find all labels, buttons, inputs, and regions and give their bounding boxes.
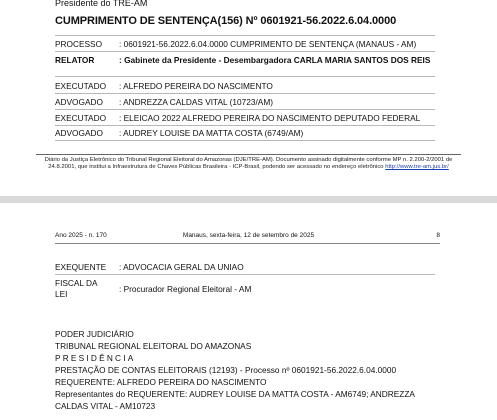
- row-divider: [55, 93, 435, 94]
- party-label: RELATOR: [55, 55, 95, 65]
- row-divider: [55, 51, 435, 52]
- case-title: CUMPRIMENTO DE SENTENÇA(156) Nº 0601921-56.2022.6.04.0000: [55, 15, 397, 27]
- row-divider: [55, 274, 435, 275]
- row-divider: [55, 35, 435, 36]
- body-line: TRIBUNAL REGIONAL ELEITORAL DO AMAZONAS: [55, 341, 252, 351]
- party-label: ADVOGADO: [55, 97, 103, 107]
- party-value: : 0601921-56.2022.6.04.0000 CUMPRIMENTO DE SENTENÇA (MANAUS - AM): [119, 39, 417, 49]
- party-value: : ADVOCACIA GERAL DA UNIAO: [119, 262, 244, 272]
- party-label: EXEQUENTE: [55, 262, 107, 272]
- footer-divider: [36, 154, 461, 155]
- body-line: REQUERENTE: ALFREDO PEREIRA DO NASCIMENTO: [55, 377, 267, 387]
- top-page: [0, 0, 497, 196]
- party-label: EXECUTADO: [55, 81, 107, 91]
- footer-text: Diário da Justiça Eletrônico do Tribunal Regional Eleitoral do Amazonas (DJE/TRE-AM). Documento assinado digitalmente conforme MP n. 2.200-2/2001 de 24.8.2001, que institui a Infraestrutura de Chaves Públicas Brasileira - ICP-Brasil, podendo ser acessado no endereço eletrônico: [44, 157, 453, 171]
- body-line: Representantes do REQUERENTE: AUDREY LOUISE DA MATTA COSTA - AM6749; ANDREZZA: [55, 389, 415, 399]
- party-label: PROCESSO: [55, 39, 103, 49]
- body-line: CALDAS VITAL - AM10723: [55, 401, 156, 411]
- row-divider: [55, 125, 435, 126]
- row-divider: [55, 109, 435, 110]
- party-label-line: LEI: [55, 288, 68, 299]
- party-label: EXECUTADO: [55, 113, 107, 123]
- header-divider: [55, 243, 440, 244]
- party-value: : AUDREY LOUISE DA MATTA COSTA (6749/AM): [119, 128, 304, 138]
- page-footer: [36, 157, 461, 172]
- party-value: : ALFREDO PEREIRA DO NASCIMENTO: [119, 81, 273, 91]
- row-divider: [55, 140, 435, 141]
- party-label-line: FISCAL DA: [55, 278, 98, 288]
- issue-number: Ano 2025 - n. 170: [55, 232, 107, 239]
- party-label: ADVOGADO: [55, 128, 103, 138]
- row-divider: [55, 76, 435, 77]
- body-line: PRESIDÊNCIA: [55, 353, 136, 363]
- top-fragment-text: Presidente do TRE-AM: [55, 0, 148, 8]
- body-line: PODER JUDICIÁRIO: [55, 329, 134, 339]
- page-number: 8: [436, 232, 440, 239]
- bottom-page: [0, 203, 497, 420]
- party-value: : Gabinete da Presidente - Desembargadora CARLA MARIA SANTOS DOS REIS: [119, 55, 431, 65]
- party-label: [55, 278, 117, 299]
- footer-link[interactable]: http://www.tre-am.jus.br/: [385, 164, 449, 171]
- party-value: : ANDREZZA CALDAS VITAL (10723/AM): [119, 97, 274, 107]
- party-value: : Procurador Regional Eleitoral - AM: [119, 284, 252, 294]
- body-line: PRESTAÇÃO DE CONTAS ELEITORAIS (12193) - Processo nº 0601921-56.2022.6.04.0000: [55, 365, 397, 375]
- party-value: : ELEICAO 2022 ALFREDO PEREIRA DO NASCIMENTO DEPUTADO FEDERAL: [119, 113, 421, 123]
- issue-date: Manaus, sexta-feira, 12 de setembro de 2025: [182, 232, 315, 239]
- party-row-fiscal: [55, 278, 435, 300]
